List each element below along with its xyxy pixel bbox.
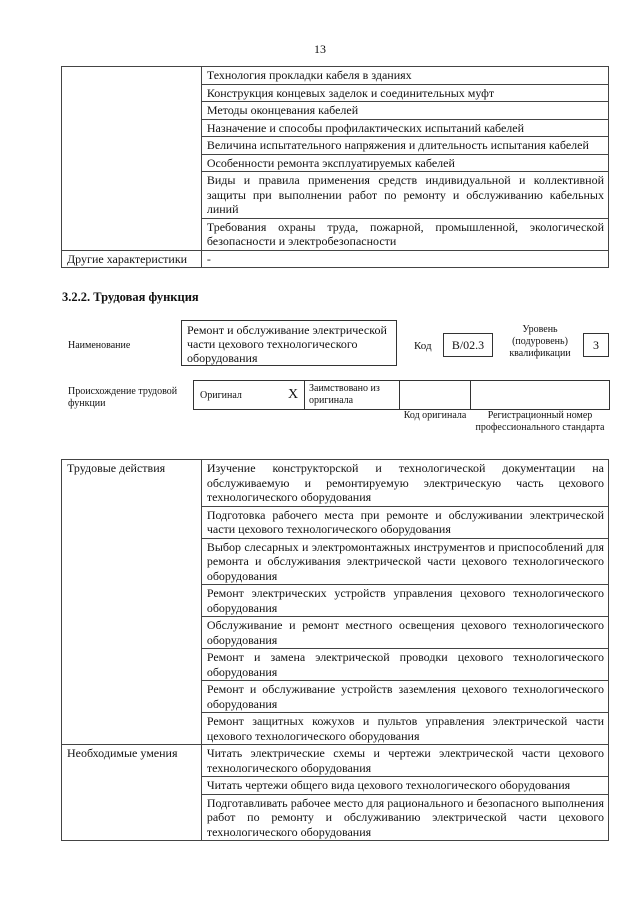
level-value-box bbox=[583, 333, 609, 357]
actions-label: Трудовые действия bbox=[62, 460, 202, 745]
origin-original-box bbox=[193, 380, 305, 410]
table-cell: Читать электрические схемы и чертежи электрической части цехового технологического оборудования bbox=[201, 745, 608, 777]
table-cell: Ремонт защитных кожухов и пультов управления электрической части цехового технологического оборудования bbox=[201, 713, 608, 745]
table-cell: Виды и правила применения средств индивидуальной и коллективной защиты при выполнении работ по ремонту и обслуживанию кабельных линий bbox=[201, 172, 608, 219]
table-cell: Обслуживание и ремонт местного освещения цехового технологического оборудования bbox=[201, 617, 608, 649]
table-row bbox=[62, 67, 609, 85]
original-mark: X bbox=[288, 387, 299, 402]
table-cell: Технология прокладки кабеля в зданиях bbox=[201, 67, 608, 85]
table-cell: Величина испытательного напряжения и длительность испытания кабелей bbox=[201, 137, 608, 155]
work-actions-table bbox=[61, 459, 609, 841]
origin-reg-box bbox=[470, 380, 610, 410]
table-cell: Изучение конструкторской и технологической документации на обслуживаемую и ремонтируемую электрическую часть цехового технологического оборудования bbox=[201, 460, 608, 507]
skills-label: Необходимые умения bbox=[62, 745, 202, 841]
table-cell: Методы оконцевания кабелей bbox=[201, 102, 608, 120]
table-cell: Назначение и способы профилактических испытаний кабелей bbox=[201, 119, 608, 137]
table-cell: Выбор слесарных и электромонтажных инструментов и приспособлений для ремонта и обслуживания электрической части цехового технологического оборудования bbox=[201, 538, 608, 585]
borrowed-label: Заимствовано из оригинала bbox=[309, 383, 380, 406]
name-value-box bbox=[181, 320, 397, 366]
code-value-box bbox=[443, 333, 493, 357]
section-heading: 3.2.2. Трудовая функция bbox=[62, 290, 199, 304]
table-cell: Требования охраны труда, пожарной, промышленной, экологической безопасности и электробезопасности bbox=[201, 218, 608, 250]
table-cell: Особенности ремонта эксплуатируемых кабелей bbox=[201, 154, 608, 172]
reg-caption: Регистрационный номер профессионального стандарта bbox=[475, 410, 605, 433]
function-code: B/02.3 bbox=[451, 338, 485, 352]
table-cell: Читать чертежи общего вида цехового технологического оборудования bbox=[201, 777, 608, 795]
table-cell: Ремонт и замена электрической проводки цехового технологического оборудования bbox=[201, 649, 608, 681]
table-cell: Ремонт и обслуживание устройств заземления цехового технологического оборудования bbox=[201, 681, 608, 713]
level-label: Уровень (подуровень) квалификации bbox=[509, 324, 571, 359]
origin-label: Происхождение трудовой функции bbox=[68, 386, 178, 409]
name-label: Наименование bbox=[68, 340, 131, 351]
table-cell: Конструкция концевых заделок и соединительных муфт bbox=[201, 84, 608, 102]
page-number: 13 bbox=[314, 42, 326, 56]
knowledge-table bbox=[61, 66, 609, 268]
level-value: 3 bbox=[593, 338, 599, 352]
table-cell: Ремонт электрических устройств управления цехового технологического оборудования bbox=[201, 585, 608, 617]
table-row bbox=[62, 745, 609, 777]
table-row bbox=[62, 250, 609, 268]
function-name: Ремонт и обслуживание электрической части цехового технологического оборудования bbox=[187, 323, 387, 365]
table-cell: Подготавливать рабочее место для рационального и безопасного выполнения работ по ремонту и обслуживанию электрической части цехового технологического оборудования bbox=[201, 794, 608, 841]
origin-borrowed-box bbox=[304, 380, 400, 410]
table-cell: Подготовка рабочего места при ремонте и обслуживании электрической части цехового технологического оборудования bbox=[201, 506, 608, 538]
other-characteristics-label: Другие характеристики bbox=[62, 250, 202, 268]
empty-label-cell bbox=[62, 67, 202, 251]
origin-code-box bbox=[399, 380, 471, 410]
table-row bbox=[62, 460, 609, 507]
original-label: Оригинал bbox=[200, 390, 242, 401]
code-label: Код bbox=[414, 340, 432, 352]
code-caption: Код оригинала bbox=[403, 410, 467, 421]
other-characteristics-value: - bbox=[201, 250, 608, 268]
